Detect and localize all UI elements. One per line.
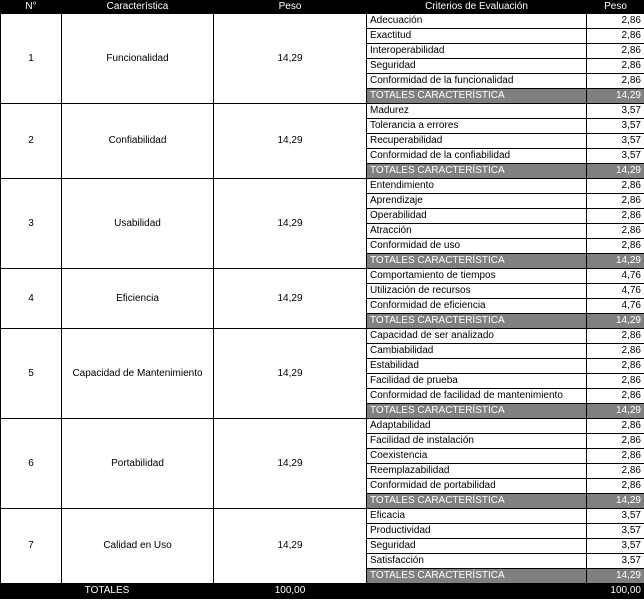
criterion-label: Utilización de recursos [367, 284, 587, 299]
criterion-label: Adaptabilidad [367, 419, 587, 434]
characteristic-total-value: 14,29 [587, 314, 644, 329]
criterion-row [1, 509, 644, 524]
characteristic-total-value: 14,29 [587, 89, 644, 104]
grand-total-peso: 100,00 [214, 584, 367, 599]
criterion-label: Conformidad de facilidad de mantenimiento [367, 389, 587, 404]
criterion-label: Adecuación [367, 14, 587, 29]
characteristic-total-value: 14,29 [587, 254, 644, 269]
characteristic-weight: 14,29 [214, 269, 367, 329]
criterion-label: Comportamiento de tiempos [367, 269, 587, 284]
criterion-label: Satisfacción [367, 554, 587, 569]
criterion-label: Madurez [367, 104, 587, 119]
criterion-label: Atracción [367, 224, 587, 239]
criterion-weight: 3,57 [587, 539, 644, 554]
characteristic-name: Confiabilidad [62, 104, 214, 179]
characteristic-total-label: TOTALES CARACTERÍSTICA [367, 314, 587, 329]
characteristic-total-label: TOTALES CARACTERÍSTICA [367, 494, 587, 509]
group-number: 5 [1, 329, 62, 419]
criterion-weight: 2,86 [587, 194, 644, 209]
criterion-label: Tolerancia a errores [367, 119, 587, 134]
group-number: 3 [1, 179, 62, 269]
header-num: N° [1, 1, 62, 14]
criterion-label: Facilidad de prueba [367, 374, 587, 389]
criterion-label: Reemplazabilidad [367, 464, 587, 479]
criterion-label: Interoperabilidad [367, 44, 587, 59]
header-caracteristica: Característica [62, 1, 214, 14]
grand-total-row [1, 584, 644, 599]
criterion-label: Aprendizaje [367, 194, 587, 209]
criterion-label: Seguridad [367, 539, 587, 554]
criterion-weight: 2,86 [587, 449, 644, 464]
criterion-weight: 4,76 [587, 269, 644, 284]
criterion-label: Conformidad de uso [367, 239, 587, 254]
criterion-weight: 2,86 [587, 14, 644, 29]
group-number: 4 [1, 269, 62, 329]
characteristic-weight: 14,29 [214, 419, 367, 509]
criterion-label: Operabilidad [367, 209, 587, 224]
criterion-weight: 2,86 [587, 359, 644, 374]
header-peso: Peso [214, 1, 367, 14]
criterion-label: Facilidad de instalación [367, 434, 587, 449]
characteristic-name: Eficiencia [62, 269, 214, 329]
characteristic-name: Calidad en Uso [62, 509, 214, 584]
criterion-weight: 2,86 [587, 329, 644, 344]
criterion-weight: 2,86 [587, 479, 644, 494]
criterion-label: Conformidad de portabilidad [367, 479, 587, 494]
criterion-label: Entendimiento [367, 179, 587, 194]
grand-total-empty [367, 584, 587, 599]
criterion-row [1, 329, 644, 344]
criterion-weight: 2,86 [587, 74, 644, 89]
criterion-weight: 2,86 [587, 209, 644, 224]
group-number: 1 [1, 14, 62, 104]
criterion-label: Eficacia [367, 509, 587, 524]
characteristic-total-label: TOTALES CARACTERÍSTICA [367, 254, 587, 269]
characteristic-total-value: 14,29 [587, 569, 644, 584]
criterion-weight: 3,57 [587, 509, 644, 524]
criterion-weight: 2,86 [587, 29, 644, 44]
criterion-label: Coexistencia [367, 449, 587, 464]
characteristic-total-label: TOTALES CARACTERÍSTICA [367, 164, 587, 179]
characteristic-total-value: 14,29 [587, 404, 644, 419]
criterion-weight: 2,86 [587, 59, 644, 74]
characteristic-weight: 14,29 [214, 509, 367, 584]
criterion-weight: 4,76 [587, 299, 644, 314]
criterion-weight: 2,86 [587, 434, 644, 449]
criterion-weight: 3,57 [587, 134, 644, 149]
criterion-weight: 2,86 [587, 44, 644, 59]
grand-total-label: TOTALES [1, 584, 214, 599]
criterion-weight: 3,57 [587, 149, 644, 164]
criterion-label: Conformidad de la confiabilidad [367, 149, 587, 164]
characteristic-weight: 14,29 [214, 104, 367, 179]
criterion-weight: 2,86 [587, 374, 644, 389]
group-number: 6 [1, 419, 62, 509]
header-row [1, 1, 644, 14]
characteristic-total-label: TOTALES CARACTERÍSTICA [367, 89, 587, 104]
criterion-weight: 2,86 [587, 224, 644, 239]
criterion-label: Conformidad de eficiencia [367, 299, 587, 314]
characteristic-total-label: TOTALES CARACTERÍSTICA [367, 569, 587, 584]
group-number: 2 [1, 104, 62, 179]
criterion-weight: 2,86 [587, 344, 644, 359]
criterion-weight: 3,57 [587, 524, 644, 539]
criterion-row [1, 419, 644, 434]
criterion-weight: 2,86 [587, 464, 644, 479]
criterion-row [1, 104, 644, 119]
characteristic-total-value: 14,29 [587, 164, 644, 179]
criterion-weight: 2,86 [587, 389, 644, 404]
criterion-label: Capacidad de ser analizado [367, 329, 587, 344]
header-criterios: Criterios de Evaluación [367, 1, 587, 14]
criterion-label: Productividad [367, 524, 587, 539]
criterion-weight: 3,57 [587, 104, 644, 119]
grand-total-weight: 100,00 [587, 584, 644, 599]
criterion-weight: 2,86 [587, 239, 644, 254]
characteristic-total-label: TOTALES CARACTERÍSTICA [367, 404, 587, 419]
criterion-row [1, 269, 644, 284]
criterion-row [1, 179, 644, 194]
criterion-label: Conformidad de la funcionalidad [367, 74, 587, 89]
group-number: 7 [1, 509, 62, 584]
criterion-row [1, 14, 644, 29]
criterion-label: Cambiabilidad [367, 344, 587, 359]
criterion-label: Recuperabilidad [367, 134, 587, 149]
characteristic-weight: 14,29 [214, 179, 367, 269]
characteristic-name: Usabilidad [62, 179, 214, 269]
criterion-label: Estabilidad [367, 359, 587, 374]
criterion-weight: 2,86 [587, 179, 644, 194]
criterion-label: Exactitud [367, 29, 587, 44]
characteristic-weight: 14,29 [214, 14, 367, 104]
characteristic-weight: 14,29 [214, 329, 367, 419]
characteristic-name: Funcionalidad [62, 14, 214, 104]
criterion-weight: 3,57 [587, 119, 644, 134]
criterion-weight: 2,86 [587, 419, 644, 434]
header-peso-criterio: Peso [587, 1, 644, 14]
characteristic-total-value: 14,29 [587, 494, 644, 509]
criterion-weight: 3,57 [587, 554, 644, 569]
characteristic-name: Capacidad de Mantenimiento [62, 329, 214, 419]
criterion-weight: 4,76 [587, 284, 644, 299]
criterion-label: Seguridad [367, 59, 587, 74]
characteristic-name: Portabilidad [62, 419, 214, 509]
